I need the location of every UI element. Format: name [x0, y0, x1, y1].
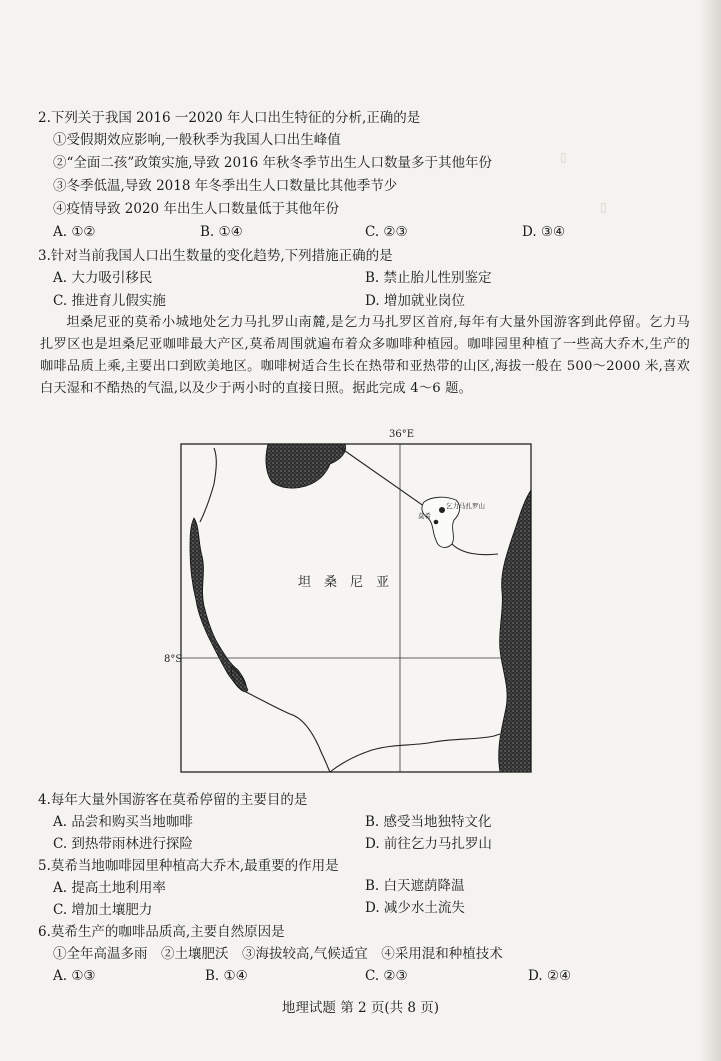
q4-option-d: D. 前往乞力马扎罗山 — [365, 836, 492, 852]
q2-item-2: ②“全面二孩”政策实施,导致 2016 年秋冬季节出生人口数量多于其他年份 — [53, 155, 493, 171]
q5-option-b: B. 白天遮荫降温 — [365, 878, 465, 894]
q3-stem: 3.针对当前我国人口出生数量的变化趋势,下列措施正确的是 — [38, 248, 393, 264]
q2-stem: 2.下列关于我国 2016 一2020 年人口出生特征的分析,正确的是 — [38, 110, 421, 126]
q5-option-a: A. 提高土地利用率 — [53, 880, 166, 896]
q4-stem: 4.每年大量外国游客在莫希停留的主要目的是 — [38, 792, 308, 808]
town-label: 莫希 — [418, 512, 431, 520]
kilimanjaro-peak-marker — [439, 507, 445, 513]
q6-option-c: C. ②③ — [365, 968, 408, 984]
q2-item-4: ④疫情导致 2020 年出生人口数量低于其他年份 — [53, 201, 339, 217]
tanzania-map — [164, 429, 542, 778]
q6-option-a: A. ①③ — [53, 968, 96, 984]
q2-option-c: C. ②③ — [365, 224, 408, 240]
q3-option-c: C. 推进育儿假实施 — [53, 293, 166, 309]
longitude-label: 36°E — [389, 429, 415, 440]
q3-option-b: B. 禁止胎儿性别鉴定 — [365, 270, 492, 286]
q3-option-d: D. 增加就业岗位 — [365, 293, 465, 309]
q4-option-a: A. 品尝和购买当地咖啡 — [53, 814, 193, 830]
bleed-through-mark: ▯ — [600, 200, 607, 214]
mountain-label: 乞力马扎罗山 — [446, 502, 485, 510]
page-edge-shadow — [699, 0, 721, 1061]
q2-item-1: ①受假期效应影响,一般秋季为我国人口出生峰值 — [53, 132, 341, 148]
q5-stem: 5.莫希当地咖啡园里种植高大乔木,最重要的作用是 — [38, 858, 339, 874]
reading-passage: 坦桑尼亚的莫希小城地处乞力马扎罗山南麓,是乞力马扎罗区首府,每年有大量外国游客到此停留。乞力马扎罗区也是坦桑尼亚咖啡最大产区,莫希周围就遍布着众多咖啡种植园。咖啡园里种植了一些高大乔木,生产的咖啡品质上乘,主要出口到欧美地区。咖啡树适合生长在热带和亚热带的山区,海拔一般在 500～2000 米,喜欢白天湿和不酷热的气温,以及少于两小时的直接日照。据此完成 4～6 题。 — [40, 315, 690, 396]
country-label: 坦 桑 尼 亚 — [298, 575, 390, 590]
map-frame — [181, 444, 531, 772]
q3-option-a: A. 大力吸引移民 — [53, 270, 153, 286]
q6-option-d: D. ②④ — [528, 968, 572, 984]
q6-items: ①全年高温多雨 ②土壤肥沃 ③海拔较高,气候适宜 ④采用混和种植技术 — [53, 946, 503, 962]
q2-option-d: D. ③④ — [522, 224, 566, 240]
q4-option-c: C. 到热带雨林进行探险 — [53, 836, 193, 852]
q6-stem: 6.莫希生产的咖啡品质高,主要自然原因是 — [38, 924, 285, 940]
bleed-through-mark: ▯ — [560, 150, 567, 164]
q5-option-d: D. 减少水土流失 — [365, 900, 465, 916]
q2-option-b: B. ①④ — [200, 224, 243, 240]
q4-option-b: B. 感受当地独特文化 — [365, 814, 492, 830]
q5-option-c: C. 增加土壤肥力 — [53, 902, 153, 918]
page-footer: 地理试题 第 2 页(共 8 页) — [281, 1000, 440, 1016]
latitude-label: 8°S — [164, 654, 183, 665]
q2-item-3: ③冬季低温,导致 2018 年冬季出生人口数量比其他季节少 — [53, 178, 398, 194]
moshi-town-marker — [434, 520, 439, 525]
q6-option-b: B. ①④ — [205, 968, 248, 984]
q2-option-a: A. ①② — [53, 224, 96, 240]
